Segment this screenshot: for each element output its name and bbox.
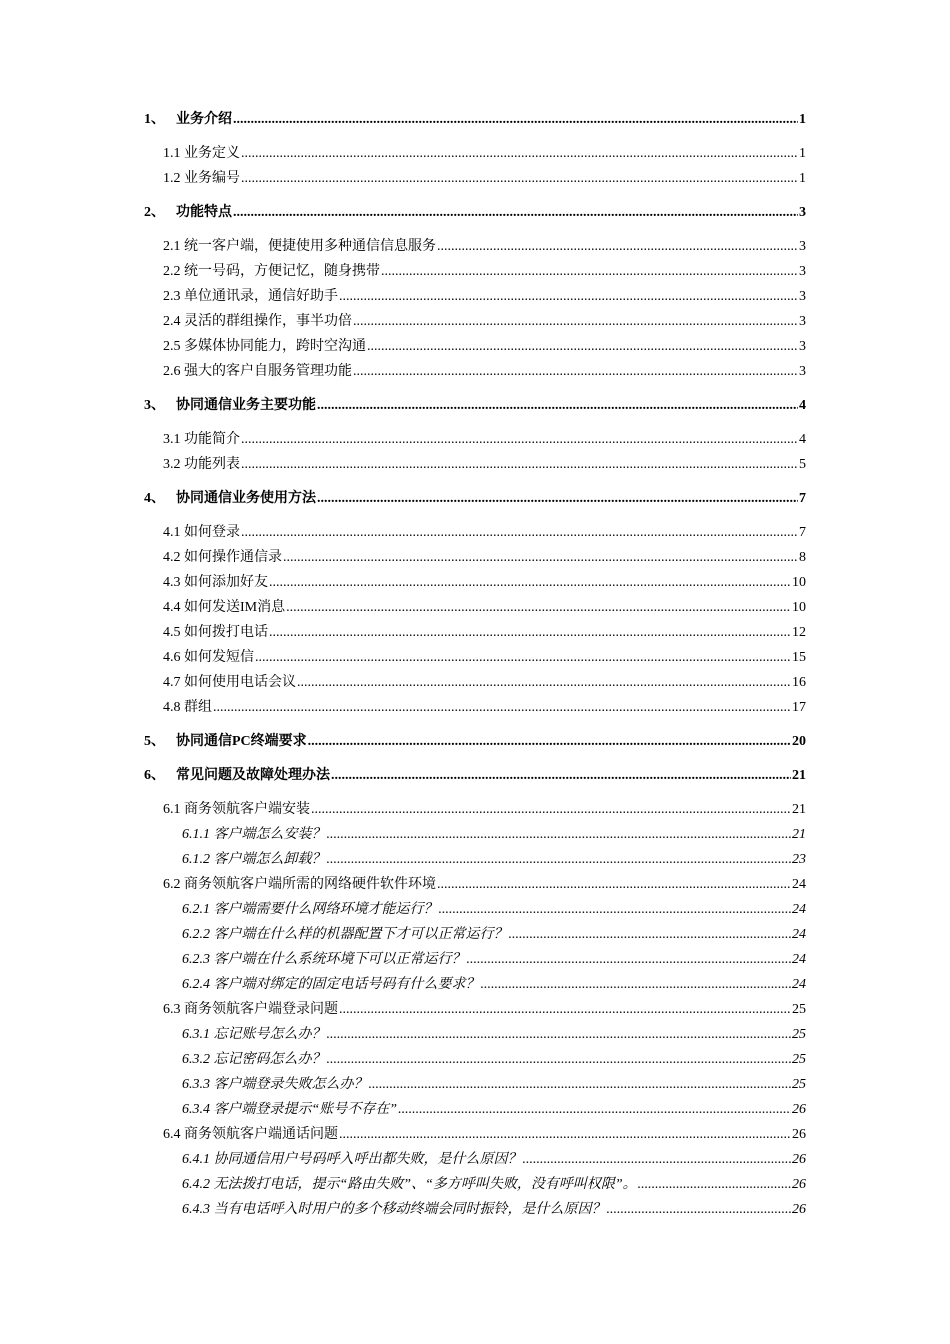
toc-entry-level3[interactable] <box>182 825 806 845</box>
toc-entry-number: 6.3.2 <box>182 1052 210 1067</box>
toc-entry-title <box>182 1175 637 1195</box>
dot-leader <box>241 144 798 164</box>
toc-entry-title <box>144 732 307 752</box>
toc-entry-text: 无法拨打电话，提示“路由失败”、“多方呼叫失败，没有呼叫权限”。 <box>213 1177 637 1192</box>
toc-entry-text: 客户端在什么系统环境下可以正常运行？ <box>213 952 466 967</box>
dot-leader <box>607 1200 792 1220</box>
toc-entry-number: 6.3.1 <box>182 1027 210 1042</box>
toc-entry-level2[interactable] <box>163 337 806 357</box>
toc-entry-number: 6.3 <box>163 1002 181 1017</box>
toc-entry-text: 功能简介 <box>184 432 240 447</box>
dot-leader <box>381 262 798 282</box>
toc-entry-level1[interactable] <box>144 203 806 223</box>
toc-entry-level2[interactable] <box>163 262 806 282</box>
toc-entry-number: 6.1.2 <box>182 852 210 867</box>
dot-leader <box>233 203 798 223</box>
toc-entry-level2[interactable] <box>163 287 806 307</box>
toc-entry-number: 6.2.2 <box>182 927 210 942</box>
dot-leader <box>353 362 798 382</box>
dot-leader <box>339 287 798 307</box>
toc-entry-number: 2.3 <box>163 289 181 304</box>
toc-entry-text: 商务领航客户端所需的网络硬件软件环境 <box>184 877 436 892</box>
toc-page-number: 7 <box>799 525 806 540</box>
toc-entry-title <box>144 489 316 509</box>
toc-entry-title <box>182 1050 326 1070</box>
toc-entry-level2[interactable] <box>163 573 806 593</box>
toc-entry-title <box>144 110 232 130</box>
toc-entry-text: 客户端在什么样的机器配置下才可以正常运行？ <box>213 927 508 942</box>
toc-entry-number: 3.2 <box>163 457 181 472</box>
toc-page-number: 24 <box>792 902 806 917</box>
dot-leader <box>241 523 798 543</box>
toc-entry-number: 6.3.4 <box>182 1102 210 1117</box>
toc-page-number: 16 <box>792 675 806 690</box>
toc-entry-text: 客户端怎么安装？ <box>213 827 326 842</box>
toc-entry-title <box>163 648 254 668</box>
toc-entry-level2[interactable] <box>163 1125 806 1145</box>
toc-entry-title <box>163 455 240 475</box>
toc-page-number: 25 <box>792 1052 806 1067</box>
dot-leader <box>523 1150 792 1170</box>
toc-entry-number: 4.3 <box>163 575 181 590</box>
toc-page-number: 12 <box>792 625 806 640</box>
toc-entry-level3[interactable] <box>182 1100 806 1120</box>
toc-entry-level2[interactable] <box>163 800 806 820</box>
toc-page-number: 20 <box>792 734 806 749</box>
toc-page-number: 4 <box>799 398 806 413</box>
toc-page-number: 26 <box>792 1102 806 1117</box>
dot-leader <box>269 623 791 643</box>
dot-leader <box>339 1000 791 1020</box>
dot-leader <box>283 548 798 568</box>
toc-entry-level2[interactable] <box>163 648 806 668</box>
toc-page-number: 21 <box>792 827 806 842</box>
toc-page-number: 21 <box>792 768 806 783</box>
toc-page-number: 3 <box>799 339 806 354</box>
dot-leader <box>317 396 798 416</box>
toc-entry-text: 忘记密码怎么办？ <box>213 1052 326 1067</box>
toc-entry-title <box>163 337 366 357</box>
toc-entry-number: 6.4 <box>163 1127 181 1142</box>
toc-entry-title <box>163 362 352 382</box>
toc-entry-level1[interactable] <box>144 766 806 786</box>
toc-entry-level3[interactable] <box>182 1200 806 1220</box>
toc-entry-text: 多媒体协同能力，跨时空沟通 <box>184 339 366 354</box>
toc-entry-level3[interactable] <box>182 1150 806 1170</box>
toc-entry-number: 1.2 <box>163 171 181 186</box>
toc-entry-title <box>182 950 466 970</box>
toc-page-number: 24 <box>792 977 806 992</box>
toc-entry-title <box>163 573 268 593</box>
toc-entry-text: 统一客户端，便捷使用多种通信信息服务 <box>184 239 436 254</box>
toc-entry-number: 6.2.1 <box>182 902 210 917</box>
toc-entry-title <box>163 623 268 643</box>
toc-entry-number: 6.2.3 <box>182 952 210 967</box>
toc-entry-number: 6.4.2 <box>182 1177 210 1192</box>
toc-entry-text: 如何拨打电话 <box>184 625 268 640</box>
toc-entry-text: 统一号码，方便记忆，随身携带 <box>184 264 380 279</box>
toc-entry-number: 1、 <box>144 112 165 127</box>
toc-entry-title <box>163 548 282 568</box>
toc-entry-number: 2.4 <box>163 314 181 329</box>
toc-entry-text: 商务领航客户端登录问题 <box>184 1002 338 1017</box>
toc-entry-text: 强大的客户自服务管理功能 <box>184 364 352 379</box>
toc-entry-level2[interactable] <box>163 144 806 164</box>
toc-entry-text: 协同通信业务主要功能 <box>176 398 316 413</box>
toc-entry-title <box>163 800 310 820</box>
toc-entry-level2[interactable] <box>163 430 806 450</box>
toc-entry-title <box>163 144 240 164</box>
toc-entry-title <box>163 1125 338 1145</box>
toc-page-number: 1 <box>799 112 806 127</box>
toc-entry-title <box>182 975 480 995</box>
toc-entry-level2[interactable] <box>163 312 806 332</box>
toc-entry-text: 商务领航客户端安装 <box>184 802 310 817</box>
dot-leader <box>327 1025 792 1045</box>
dot-leader <box>331 766 791 786</box>
toc-entry-title <box>163 523 240 543</box>
dot-leader <box>255 648 791 668</box>
dot-leader <box>297 673 791 693</box>
toc-entry-number: 4.6 <box>163 650 181 665</box>
toc-entry-text: 常见问题及故障处理办法 <box>176 768 330 783</box>
toc-entry-title <box>182 1200 606 1220</box>
toc-entry-level2[interactable] <box>163 698 806 718</box>
toc-page-number: 24 <box>792 952 806 967</box>
toc-entry-title <box>144 396 316 416</box>
toc-page-number: 10 <box>792 575 806 590</box>
dot-leader <box>437 875 791 895</box>
toc-entry-title <box>182 1150 522 1170</box>
toc-entry-title <box>144 766 330 786</box>
toc-entry-title <box>163 312 352 332</box>
dot-leader <box>327 825 792 845</box>
toc-page-number: 26 <box>792 1127 806 1142</box>
toc-entry-number: 3.1 <box>163 432 181 447</box>
dot-leader <box>311 800 791 820</box>
dot-leader <box>467 950 792 970</box>
toc-entry-text: 客户端登录提示“账号不存在” <box>213 1102 398 1117</box>
toc-page-number: 3 <box>799 264 806 279</box>
dot-leader <box>317 489 798 509</box>
toc-entry-number: 5、 <box>144 734 165 749</box>
dot-leader <box>638 1175 791 1195</box>
toc-page-number: 26 <box>792 1152 806 1167</box>
toc-entry-number: 2.6 <box>163 364 181 379</box>
toc-entry-level3[interactable] <box>182 1075 806 1095</box>
toc-entry-title <box>144 203 232 223</box>
toc-entry-text: 群组 <box>184 700 212 715</box>
dot-leader <box>481 975 792 995</box>
toc-entry-level1[interactable] <box>144 110 806 130</box>
toc-entry-level3[interactable] <box>182 1175 806 1195</box>
toc-entry-number: 4.4 <box>163 600 181 615</box>
toc-entry-title <box>182 825 326 845</box>
toc-entry-level3[interactable] <box>182 900 806 920</box>
toc-entry-text: 业务介绍 <box>176 112 232 127</box>
toc-entry-level3[interactable] <box>182 850 806 870</box>
toc-entry-number: 6.1 <box>163 802 181 817</box>
toc-page-number: 24 <box>792 927 806 942</box>
toc-entry-level2[interactable] <box>163 523 806 543</box>
toc-page-number: 5 <box>799 457 806 472</box>
toc-entry-number: 6、 <box>144 768 165 783</box>
toc-entry-level2[interactable] <box>163 1000 806 1020</box>
dot-leader <box>308 732 791 752</box>
toc-entry-text: 业务编号 <box>184 171 240 186</box>
dot-leader <box>437 237 798 257</box>
toc-entry-text: 当有电话呼入时用户的多个移动终端会同时振铃，是什么原因？ <box>213 1202 606 1217</box>
dot-leader <box>369 1075 792 1095</box>
toc-page-number: 25 <box>792 1002 806 1017</box>
toc-entry-level2[interactable] <box>163 362 806 382</box>
toc-entry-level3[interactable] <box>182 1050 806 1070</box>
toc-entry-number: 6.4.3 <box>182 1202 210 1217</box>
toc-entry-text: 如何登录 <box>184 525 240 540</box>
toc-entry-title <box>182 1075 368 1095</box>
toc-page-number: 3 <box>799 314 806 329</box>
toc-page-number: 25 <box>792 1027 806 1042</box>
toc-entry-text: 客户端需要什么网络环境才能运行？ <box>213 902 438 917</box>
toc-entry-number: 6.1.1 <box>182 827 210 842</box>
toc-entry-number: 4.2 <box>163 550 181 565</box>
toc-entry-title <box>182 850 326 870</box>
toc-page-number: 21 <box>792 802 806 817</box>
toc-entry-text: 客户端登录失败怎么办？ <box>213 1077 368 1092</box>
dot-leader <box>509 925 792 945</box>
toc-entry-text: 灵活的群组操作，事半功倍 <box>184 314 352 329</box>
toc-entry-text: 忘记账号怎么办？ <box>213 1027 326 1042</box>
toc-entry-number: 6.3.3 <box>182 1077 210 1092</box>
toc-entry-level2[interactable] <box>163 875 806 895</box>
toc-entry-level2[interactable] <box>163 455 806 475</box>
toc-page-number: 26 <box>792 1202 806 1217</box>
toc-entry-number: 4.1 <box>163 525 181 540</box>
toc-entry-text: 协同通信用户号码呼入呼出都失败，是什么原因？ <box>213 1152 522 1167</box>
toc-entry-text: 如何操作通信录 <box>184 550 282 565</box>
dot-leader <box>241 169 798 189</box>
toc-entry-title <box>163 598 285 618</box>
toc-entry-level2[interactable] <box>163 548 806 568</box>
toc-entry-text: 功能列表 <box>184 457 240 472</box>
toc-entry-title <box>182 1025 326 1045</box>
toc-entry-title <box>163 237 436 257</box>
toc-entry-text: 协同通信PC终端要求 <box>176 734 307 749</box>
toc-entry-level1[interactable] <box>144 396 806 416</box>
toc-page-number: 26 <box>792 1177 806 1192</box>
toc-entry-text: 协同通信业务使用方法 <box>176 491 316 506</box>
toc-entry-title <box>182 1100 397 1120</box>
toc-entry-number: 4.5 <box>163 625 181 640</box>
toc-page-number: 25 <box>792 1077 806 1092</box>
dot-leader <box>233 110 798 130</box>
toc-entry-level2[interactable] <box>163 237 806 257</box>
toc-entry-level2[interactable] <box>163 623 806 643</box>
dot-leader <box>213 698 791 718</box>
toc-page-number: 23 <box>792 852 806 867</box>
toc-entry-title <box>182 925 508 945</box>
toc-entry-text: 如何发短信 <box>184 650 254 665</box>
toc-entry-text: 客户端怎么卸载？ <box>213 852 326 867</box>
toc-entry-text: 如何添加好友 <box>184 575 268 590</box>
dot-leader <box>327 1050 792 1070</box>
toc-entry-title <box>163 169 240 189</box>
toc-page-number: 10 <box>792 600 806 615</box>
dot-leader <box>327 850 792 870</box>
dot-leader <box>241 455 798 475</box>
dot-leader <box>367 337 798 357</box>
toc-entry-number: 4、 <box>144 491 165 506</box>
toc-entry-number: 2.2 <box>163 264 181 279</box>
toc-page-number: 3 <box>799 205 806 220</box>
toc-entry-title <box>163 287 338 307</box>
toc-entry-number: 2.5 <box>163 339 181 354</box>
toc-page-number: 24 <box>792 877 806 892</box>
toc-entry-level3[interactable] <box>182 925 806 945</box>
toc-page-number: 8 <box>799 550 806 565</box>
toc-entry-title <box>163 1000 338 1020</box>
toc-page-number: 3 <box>799 289 806 304</box>
toc-entry-level3[interactable] <box>182 975 806 995</box>
dot-leader <box>339 1125 791 1145</box>
toc-page-number: 7 <box>799 491 806 506</box>
toc-entry-level1[interactable] <box>144 732 806 752</box>
dot-leader <box>286 598 791 618</box>
dot-leader <box>241 430 798 450</box>
toc-entry-text: 商务领航客户端通话问题 <box>184 1127 338 1142</box>
toc-entry-number: 4.8 <box>163 700 181 715</box>
toc-entry-level2[interactable] <box>163 169 806 189</box>
dot-leader <box>439 900 792 920</box>
toc-entry-number: 3、 <box>144 398 165 413</box>
toc-entry-title <box>182 900 438 920</box>
toc-entry-level2[interactable] <box>163 673 806 693</box>
dot-leader <box>398 1100 791 1120</box>
toc-entry-text: 单位通讯录，通信好助手 <box>184 289 338 304</box>
toc-entry-title <box>163 673 296 693</box>
toc-page-number: 15 <box>792 650 806 665</box>
toc-entry-title <box>163 698 212 718</box>
toc-entry-title <box>163 262 380 282</box>
toc-entry-level3[interactable] <box>182 1025 806 1045</box>
toc-entry-level1[interactable] <box>144 489 806 509</box>
toc-entry-number: 1.1 <box>163 146 181 161</box>
toc-entry-level2[interactable] <box>163 598 806 618</box>
toc-page-number: 1 <box>799 171 806 186</box>
toc-page-number: 3 <box>799 364 806 379</box>
toc-entry-level3[interactable] <box>182 950 806 970</box>
toc-page-number: 3 <box>799 239 806 254</box>
toc-entry-text: 如何使用电话会议 <box>184 675 296 690</box>
toc-entry-text: 客户端对绑定的固定电话号码有什么要求？ <box>213 977 480 992</box>
toc-entry-number: 6.4.1 <box>182 1152 210 1167</box>
toc-entry-text: 业务定义 <box>184 146 240 161</box>
toc-entry-number: 2.1 <box>163 239 181 254</box>
toc-entry-number: 6.2 <box>163 877 181 892</box>
toc-entry-number: 2、 <box>144 205 165 220</box>
toc-entry-title <box>163 430 240 450</box>
toc-entry-title <box>163 875 436 895</box>
toc-page-number: 17 <box>792 700 806 715</box>
toc-page-number: 1 <box>799 146 806 161</box>
toc-entry-text: 如何发送IM消息 <box>184 600 286 615</box>
toc-entry-number: 4.7 <box>163 675 181 690</box>
toc-entry-number: 6.2.4 <box>182 977 210 992</box>
dot-leader <box>353 312 798 332</box>
dot-leader <box>269 573 791 593</box>
toc-entry-text: 功能特点 <box>176 205 232 220</box>
toc-page-number: 4 <box>799 432 806 447</box>
